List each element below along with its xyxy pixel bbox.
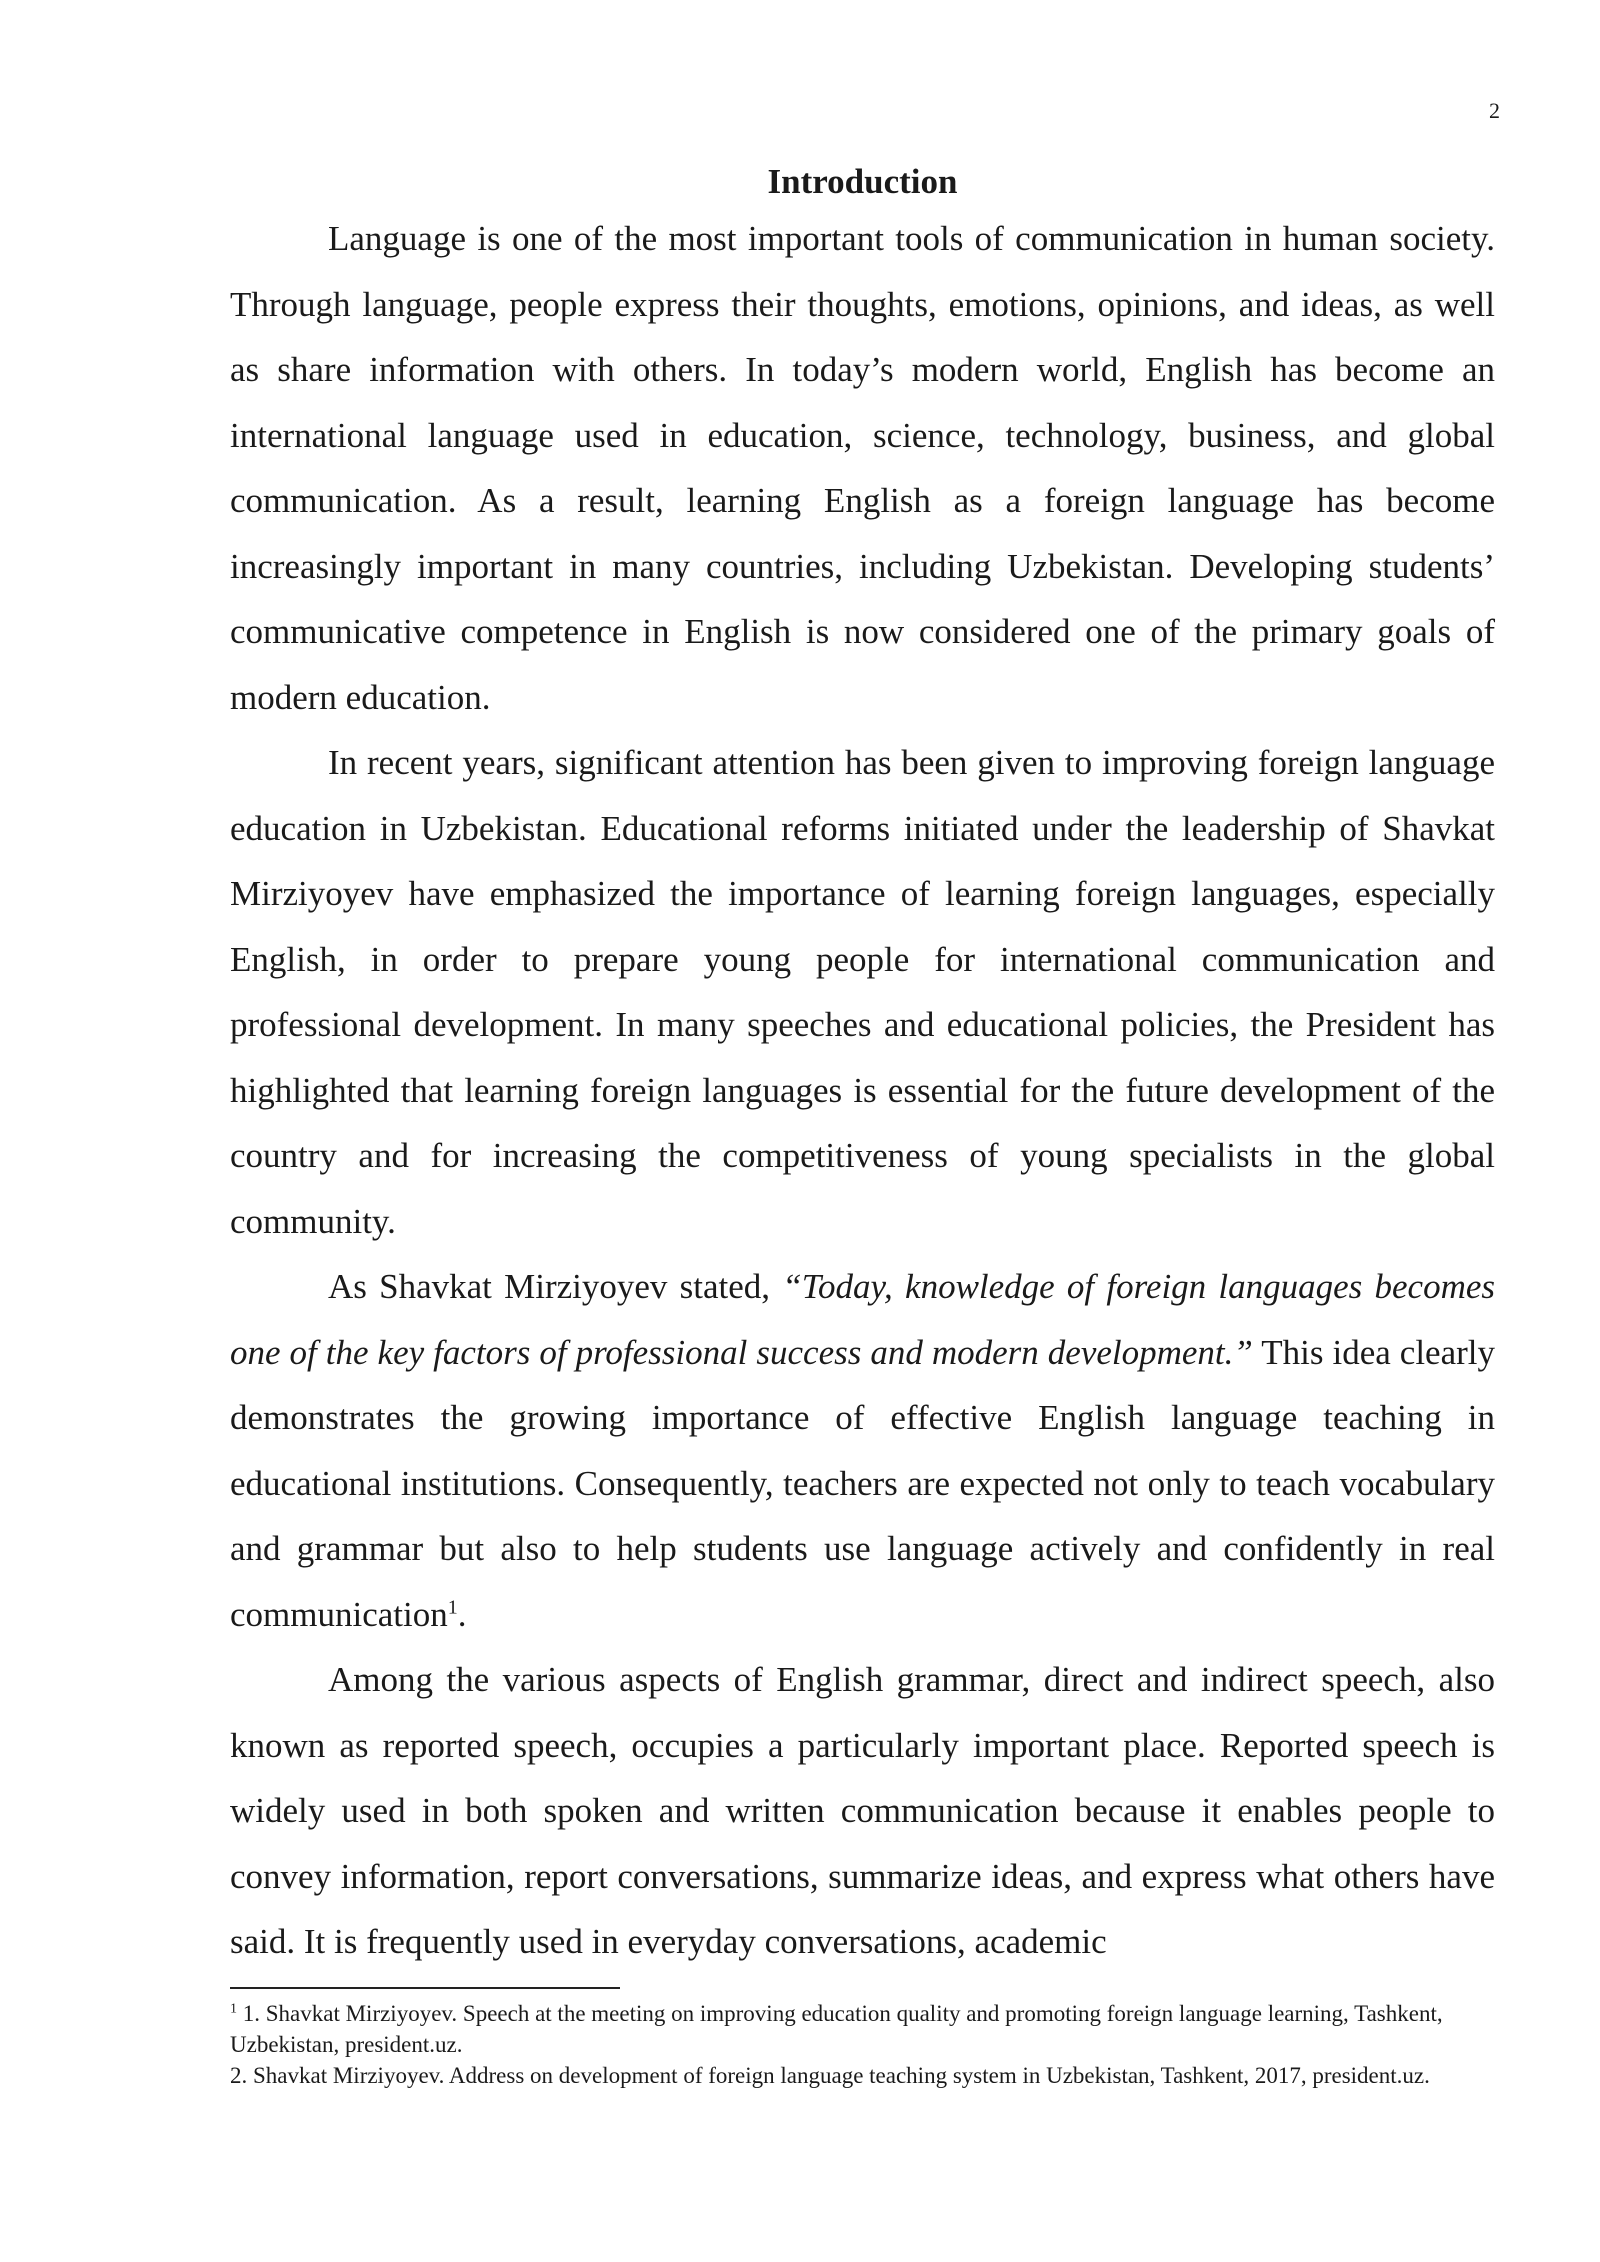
paragraph-2: In recent years, significant attention has been given to improving foreign language education in Uzbekistan. Educational reforms initiated under the leadership of Shavkat Mirziyoyev have emphasized the importance of learning foreign languages, especially English, in order to prepare young people for international communication and professional development. In many speeches and educational policies, the President has highlighted that learning foreign languages is essential for the future development of the country and for increasing the competitiveness of young specialists in the global community. [230, 743, 1495, 1241]
footnote-mark: 1 [230, 2001, 237, 2017]
document-body [230, 158, 1495, 1975]
paragraph-3 [230, 1254, 1495, 1647]
footnote-item-2: 2. Shavkat Mirziyoyev. Address on development of foreign language teaching system in Uzbekistan, Tashkent, 2017, president.uz. [230, 2063, 1430, 2088]
footnotes [230, 1998, 1495, 2091]
footnote-reference[interactable]: 1 [447, 1595, 458, 1618]
footnote-item-1 [230, 1998, 1495, 2060]
paragraph-1: Language is one of the most important tools of communication in human society. Through language, people express their thoughts, emotions, opinions, and ideas, as well as share information with others. In today’s modern world, English has become an international language used in education, science, technology, business, and global communication. As a result, learning English as a foreign language has become increasingly important in many countries, including Uzbekistan. Developing students’ communicative competence in English is now considered one of the primary goals of modern education. [230, 219, 1495, 717]
section-title: Introduction [767, 162, 958, 201]
footnote-separator [230, 1987, 620, 1989]
paragraph-3-end: . [457, 1594, 467, 1634]
president-quote: “Today, knowledge of foreign languages becomes one of the key factors of professional success and modern development.” [230, 1267, 1495, 1372]
paragraph-3-intro: As Shavkat Mirziyoyev stated, [328, 1267, 783, 1306]
paragraph-4: Among the various aspects of English grammar, direct and indirect speech, also known as reported speech, occupies a particularly important place. Reported speech is widely used in both spoken and written communication because it enables people to convey information, report conversations, summarize ideas, and express what others have said. It is frequently used in everyday conversations, academic [230, 1660, 1495, 1961]
footnote-text-1: 1. Shavkat Mirziyoyev. Speech at the meeting on improving education quality and promoting foreign language learning, Tashkent, Uzbekistan, president.uz. [230, 2001, 1443, 2057]
page-number: 2 [1489, 98, 1500, 123]
paragraph-3-body: This idea clearly demonstrates the growing importance of effective English language teaching in educational institutions. Consequently, teachers are expected not only to teach vocabulary and grammar but also to help students use language actively and confidently in real communication [230, 1332, 1495, 1634]
